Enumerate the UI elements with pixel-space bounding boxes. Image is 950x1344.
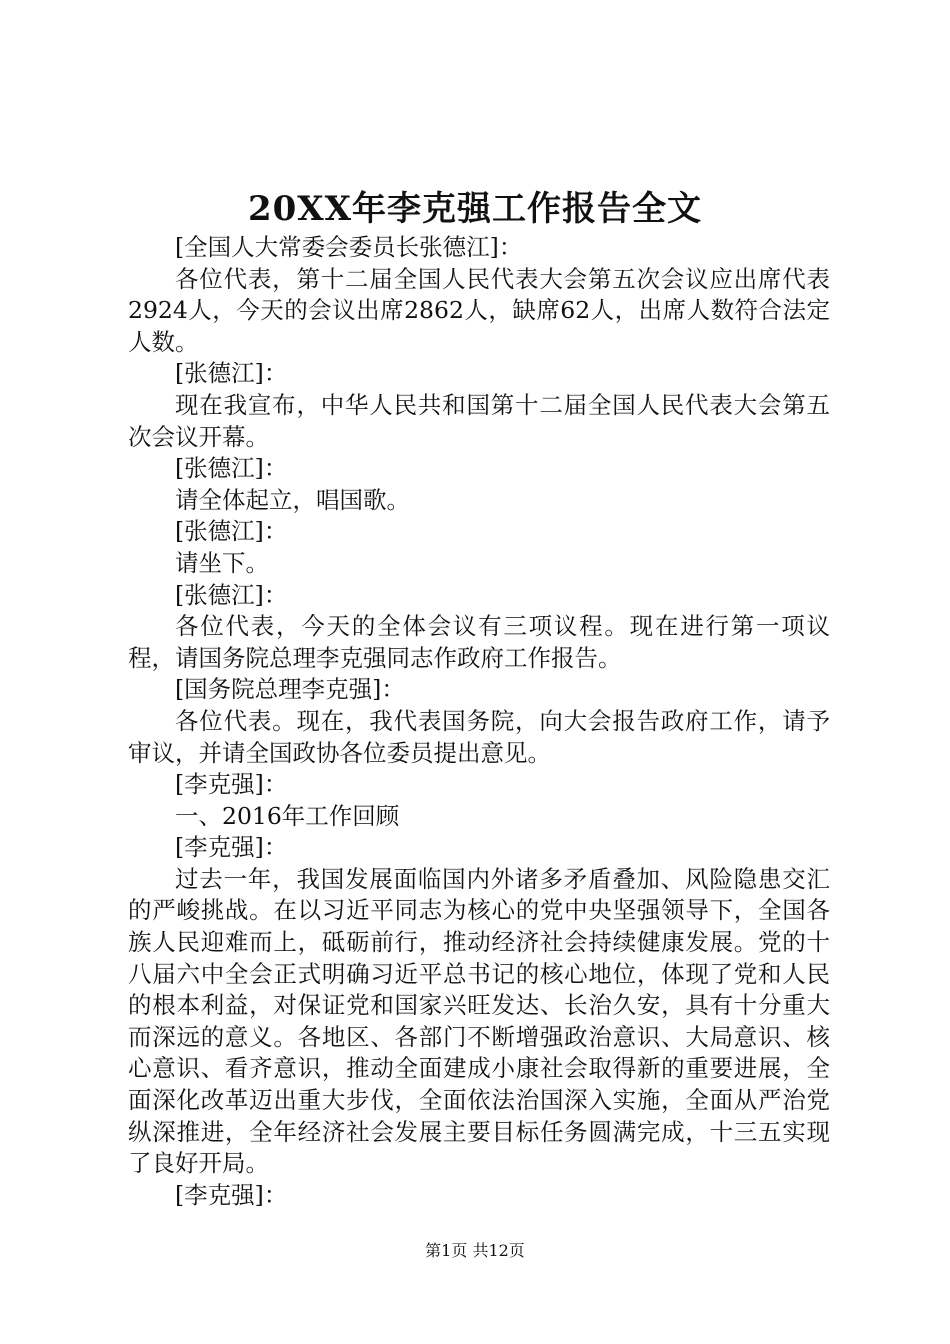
paragraph: [全国人大常委会委员长张德江]： (175, 233, 523, 261)
paragraph: [张德江]： (175, 517, 288, 546)
section-heading: 一、2016年工作回顾 (175, 801, 400, 830)
document-body (128, 232, 830, 1211)
paragraph: 请全体起立，唱国歌。 (175, 485, 410, 514)
paragraph: [李克强]： (175, 770, 288, 799)
paragraph: 各位代表。现在，我代表国务院，向大会报告政府工作，请予审议，并请全国政协各位委员提出意见。 (128, 706, 830, 767)
paragraph: 现在我宣布，中华人民共和国第十二届全国人民代表大会第五次会议开幕。 (128, 390, 830, 451)
paragraph: [李克强]： (175, 1180, 288, 1209)
paragraph: [张德江]： (175, 359, 288, 388)
paragraph: 各位代表，第十二届全国人民代表大会第五次会议应出席代表2924人，今天的会议出席2862人，缺席62人，出席人数符合法定人数。 (128, 264, 830, 356)
paragraph: [张德江]： (175, 454, 288, 483)
paragraph: [张德江]： (175, 580, 288, 609)
page-number-footer: 第1页 共12页 (425, 1241, 525, 1260)
paragraph: 请坐下。 (175, 548, 269, 577)
paragraph: 各位代表，今天的全体会议有三项议程。现在进行第一项议程，请国务院总理李克强同志作政府工作报告。 (128, 612, 830, 672)
paragraph: [李克强]： (175, 833, 288, 862)
paragraph: [国务院总理李克强]： (175, 675, 405, 704)
document-title: 20XX年李克强工作报告全文 (247, 189, 703, 229)
paragraph: 过去一年，我国发展面临国内外诸多矛盾叠加、风险隐患交汇的严峻挑战。在以习近平同志为核心的党中央坚强领导下，全国各族人民迎难而上，砥砺前行，推动经济社会持续健康发展。党的十八届六中全会正式明确习近平总书记的核心地位，体现了党和人民的根本利益，对保证党和国家兴旺发达、长治久安，具有十分重大而深远的意义。各地区、各部门不断增强政治意识、大局意识、核心意识、看齐意识，推动全面建成小康社会取得新的重要进展，全面深化改革迈出重大步伐，全面依法治国深入实施，全面从严治党纵深推进，全年经济社会发展主要目标任务圆满完成，十三五实现了良好开局。 (128, 864, 830, 1178)
